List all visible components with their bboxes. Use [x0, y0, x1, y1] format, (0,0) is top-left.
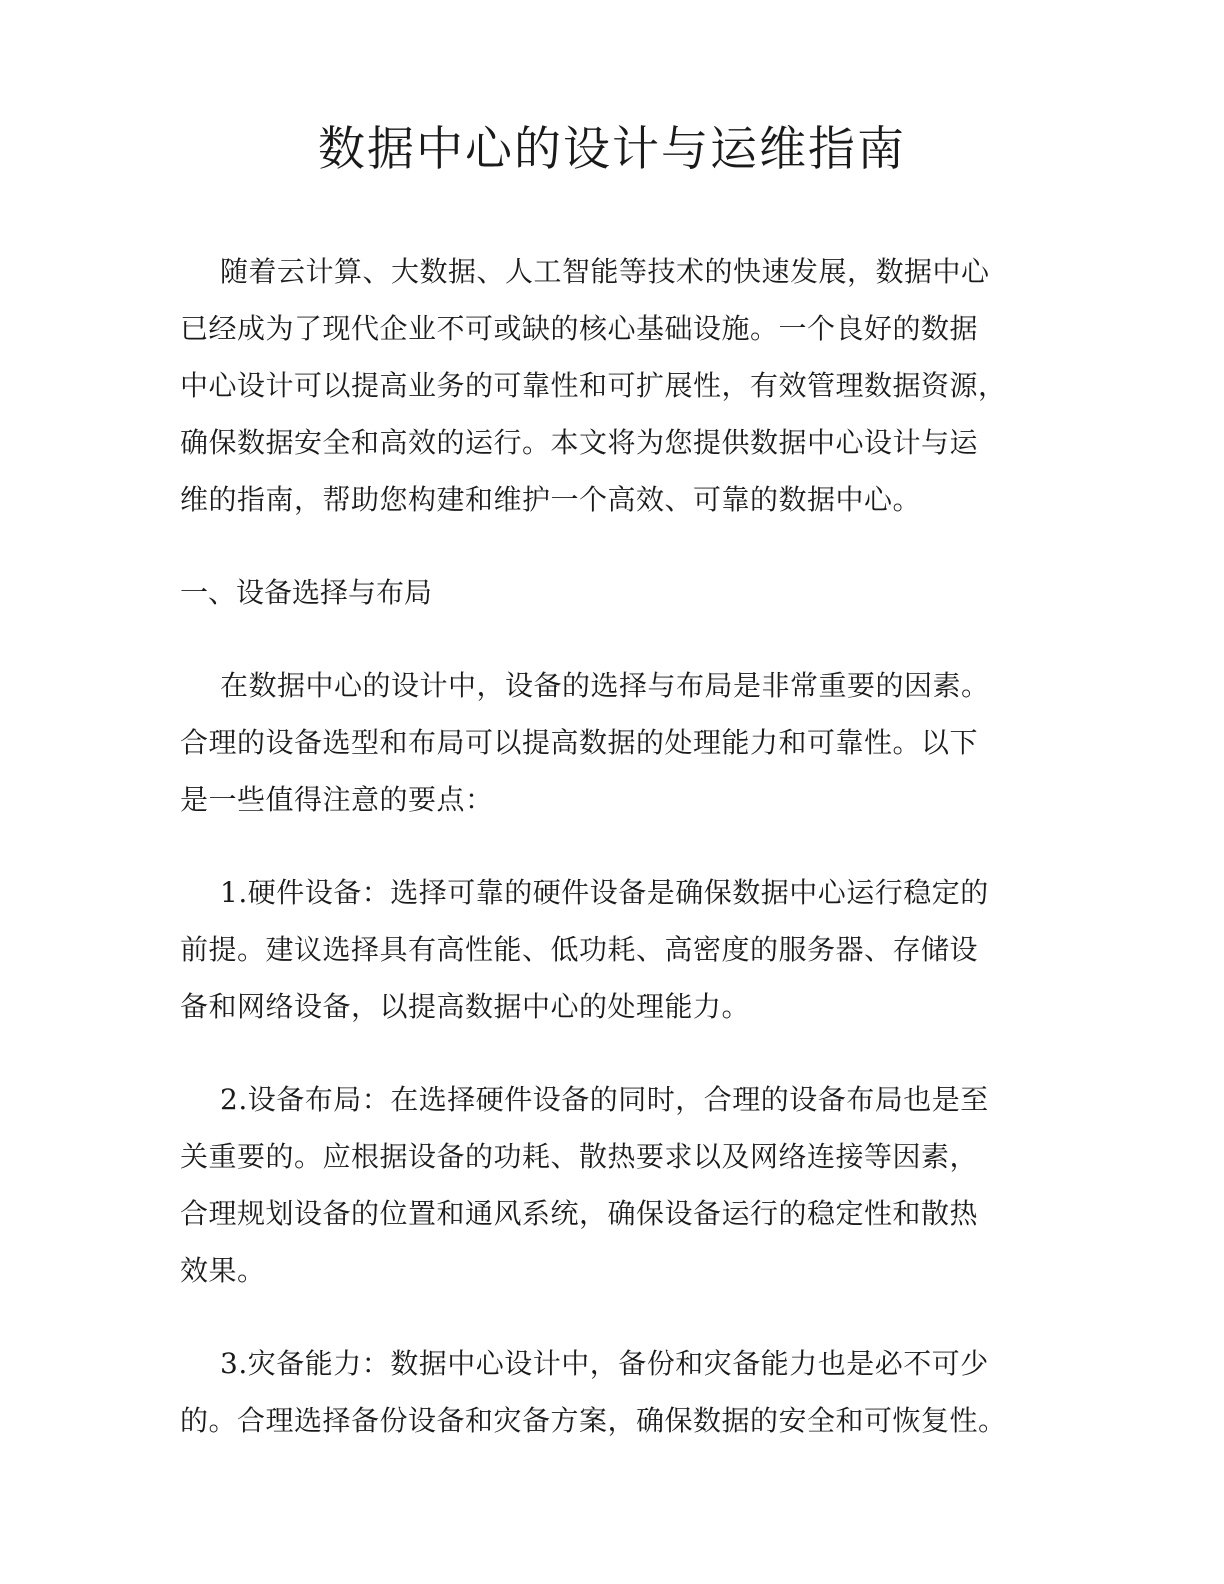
- intro-paragraph: [180, 243, 1050, 528]
- item-disaster-recovery-paragraph: [180, 1335, 1050, 1449]
- text-line: 合理规划设备的位置和通风系统，确保设备运行的稳定性和散热: [180, 1197, 979, 1230]
- text-line: 关重要的。应根据设备的功耗、散热要求以及网络连接等因素，: [180, 1140, 979, 1173]
- text-line: 前提。建议选择具有高性能、低功耗、高密度的服务器、存储设: [180, 933, 979, 966]
- text-line: 3.灾备能力：数据中心设计中，备份和灾备能力也是必不可少: [220, 1347, 989, 1380]
- text-line: 效果。: [180, 1254, 266, 1287]
- text-line: 中心设计可以提高业务的可靠性和可扩展性，有效管理数据资源，: [180, 369, 1007, 402]
- item-hardware-paragraph: [180, 864, 1050, 1035]
- text-line: 确保数据安全和高效的运行。本文将为您提供数据中心设计与运: [180, 426, 979, 459]
- text-line: 备和网络设备，以提高数据中心的处理能力。: [180, 990, 751, 1023]
- text-line: 是一些值得注意的要点：: [180, 783, 494, 816]
- text-line: 的。合理选择备份设备和灾备方案，确保数据的安全和可恢复性。: [180, 1404, 1007, 1437]
- document-body: [180, 243, 1050, 1485]
- text-line: 合理的设备选型和布局可以提高数据的处理能力和可靠性。以下: [180, 726, 979, 759]
- text-line: 已经成为了现代企业不可或缺的核心基础设施。一个良好的数据: [180, 312, 979, 345]
- text-line: 维的指南，帮助您构建和维护一个高效、可靠的数据中心。: [180, 483, 922, 516]
- section-heading: 一、设备选择与布局: [180, 576, 433, 609]
- page-title: 数据中心的设计与运维指南: [318, 122, 906, 177]
- text-line: 随着云计算、大数据、人工智能等技术的快速发展，数据中心: [220, 255, 990, 288]
- text-line: 在数据中心的设计中，设备的选择与布局是非常重要的因素。: [220, 669, 990, 702]
- text-line: 2.设备布局：在选择硬件设备的同时，合理的设备布局也是至: [220, 1083, 989, 1116]
- text-line: 1.硬件设备：选择可靠的硬件设备是确保数据中心运行稳定的: [220, 876, 989, 909]
- section-intro-paragraph: [180, 657, 1050, 828]
- item-layout-paragraph: [180, 1071, 1050, 1299]
